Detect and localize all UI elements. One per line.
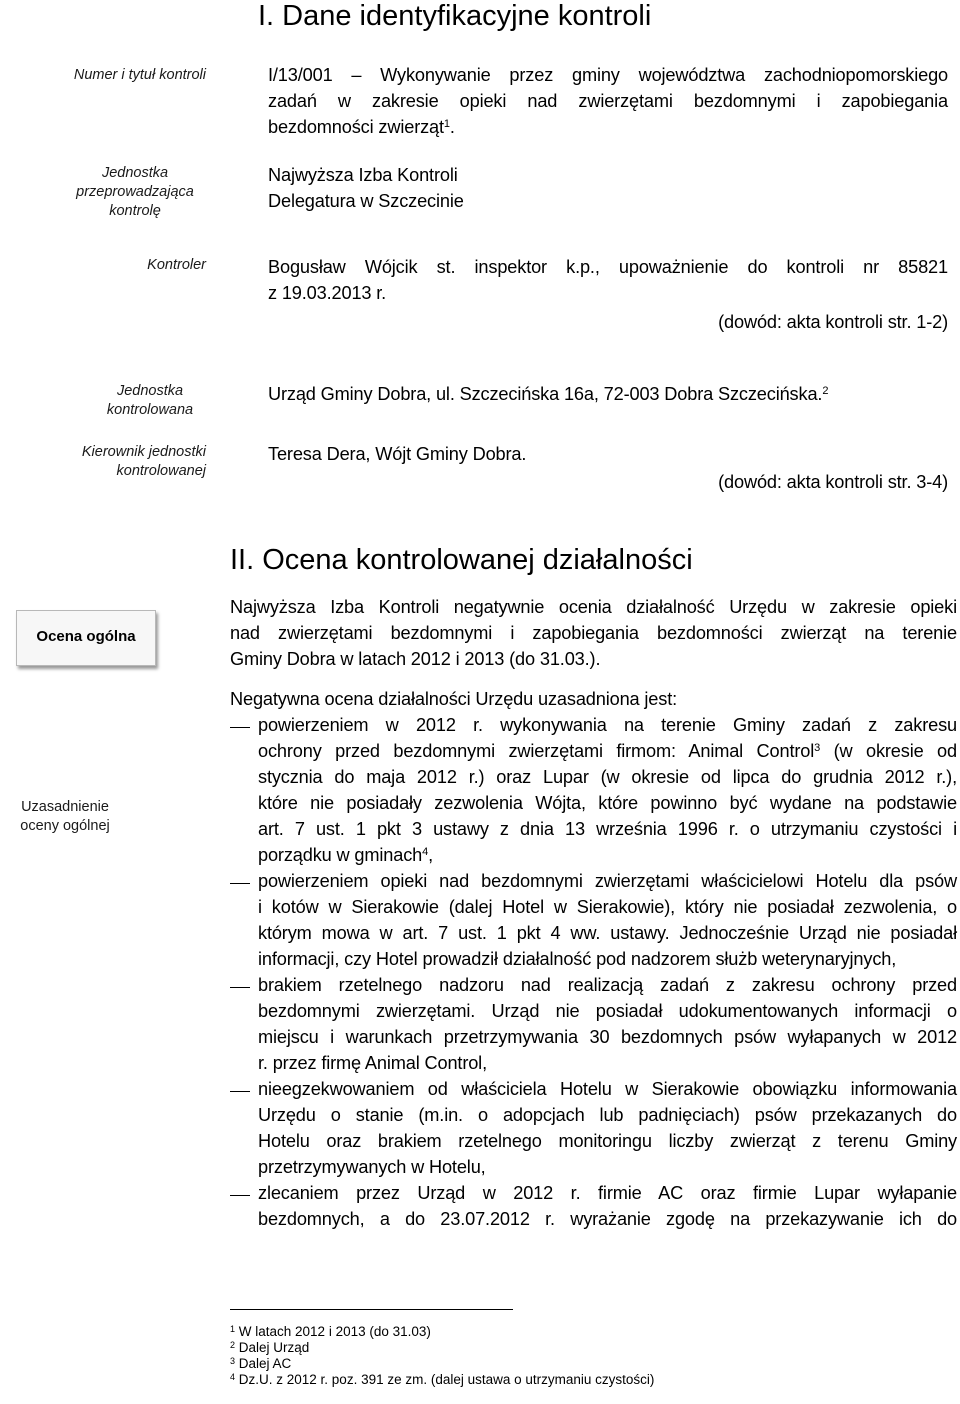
section-1-heading: I. Dane identyfikacyjne kontroli [258, 0, 652, 32]
kierownik-evidence: (dowód: akta kontroli str. 3-4) [718, 472, 948, 492]
reason-line [258, 790, 957, 816]
kontroler-line: Bogusław Wójcik st. inspektor k.p., upoważnienie do kontroli nr 85821 [268, 257, 948, 277]
dash-bullet [230, 883, 250, 884]
numer-line: zadań w zakresie opieki nad zwierzętami bezdomnymi i zapobiegania [268, 91, 948, 111]
ocena-intro [230, 594, 957, 672]
label-uzasadnienie: Uzasadnienie oceny ogólnej [20, 799, 110, 834]
reason-text: Hotelu oraz brakiem rzetelnego monitoringu liczby zwierząt z terenu Gminy [258, 1131, 957, 1151]
intro-line: nad zwierzętami bezdomnymi i zapobiegania bezdomności zwierząt na terenie [230, 623, 957, 643]
reason-line [258, 1128, 957, 1154]
reason-item [230, 1076, 957, 1180]
kontroler-evidence: (dowód: akta kontroli str. 1-2) [718, 312, 948, 332]
footnote-3 [230, 1356, 930, 1372]
footnote-ref-4[interactable]: 4 [422, 846, 429, 858]
reason-line [258, 764, 957, 790]
reason-line [258, 1180, 957, 1206]
reason-line [258, 1024, 957, 1050]
reason-text: powierzeniem w 2012 r. wykonywania na terenie Gminy zadań z zakresu [258, 715, 957, 735]
reason-line [258, 894, 957, 920]
reason-text: zlecaniem przez Urząd w 2012 r. firmie AC oraz firmie Lupar wyłapanie [258, 1183, 957, 1203]
reason-line [258, 1076, 957, 1102]
reason-text: powierzeniem opieki nad bezdomnymi zwierzętami właścicielowi Hotelu dla psów [258, 871, 957, 891]
numer-kontroli-value [268, 62, 948, 140]
numer-line: I/13/001 – Wykonywanie przez gminy województwa zachodniopomorskiego [268, 65, 948, 85]
reason-text: bezdomnymi zwierzętami. Urząd nie posiadał udokumentowanych informacji o [258, 1001, 957, 1021]
dash-bullet [230, 1091, 250, 1092]
reason-text: i kotów w Sierakowie (dalej Hotel w Sierakowie), który nie posiadał zezwolenia, o [258, 897, 957, 917]
reason-lead: Negatywna ocena działalności Urzędu uzasadniona jest: [230, 689, 678, 709]
kontroler-line: z 19.03.2013 r. [268, 283, 387, 303]
reason-text: bezdomnych, a do 23.07.2012 r. wyrażanie zgodę na przekazywanie ich do [258, 1209, 957, 1229]
footnote-separator [230, 1309, 513, 1310]
reason-line [258, 972, 957, 998]
reason-text: r. przez firmę Animal Control, [258, 1053, 487, 1073]
footnote-ref-3[interactable]: 3 [814, 742, 821, 754]
numer-line-end: . [449, 117, 455, 137]
reason-item [230, 712, 957, 868]
footnote-text: W latach 2012 i 2013 (do 31.03) [235, 1324, 431, 1339]
numer-line [268, 114, 948, 140]
footnote-ref-1[interactable]: 1 [443, 118, 450, 130]
label-kontroler: Kontroler [147, 257, 206, 273]
reason-line [258, 946, 957, 972]
reason-text: miejscu i warunkach przetrzymywania 30 bezdomnych psów wyłapanych w 2012 [258, 1027, 957, 1047]
dash-bullet [230, 987, 250, 988]
footnote-mark: 4 [230, 1372, 236, 1382]
footnote-text: Dz.U. z 2012 r. poz. 391 ze zm. (dalej ustawa o utrzymaniu czystości) [235, 1372, 655, 1387]
reason-text: , [428, 845, 433, 865]
reason-text: nieegzekwowaniem od właściciela Hotelu w Sierakowie obowiązku informowania [258, 1079, 957, 1099]
jednostka-line: Delegatura w Szczecinie [268, 191, 464, 211]
jednostka-przeprowadzajaca-value [268, 162, 948, 214]
reason-text: którym mowa w art. 7 ust. 1 pkt 4 ww. ustawy. Jednocześnie Urząd nie posiadał [258, 923, 957, 943]
reason-line [258, 738, 957, 764]
reason-line [258, 920, 957, 946]
label-jednostka-przeprowadzajaca: Jednostka przeprowadzająca kontrolę [76, 165, 194, 219]
reason-line [258, 1102, 957, 1128]
dash-bullet [230, 727, 250, 728]
reasons-list [230, 712, 957, 1232]
label-numer-kontroli: Numer i tytuł kontroli [73, 67, 206, 83]
reason-item [230, 972, 957, 1076]
reason-line [258, 842, 957, 868]
footnote-mark: 1 [230, 1324, 236, 1334]
reason-line [258, 712, 957, 738]
footnote-1 [230, 1324, 930, 1340]
reason-line [258, 816, 957, 842]
reason-line [258, 998, 957, 1024]
kontroler-value [268, 254, 948, 306]
reason-item [230, 868, 957, 972]
reason-line [258, 868, 957, 894]
intro-line: Najwyższa Izba Kontroli negatywnie ocenia działalność Urzędu w zakresie opieki [230, 597, 957, 617]
jednostka-kontrolowana-text: Urząd Gminy Dobra, ul. Szczecińska 16a, 72-003 Dobra Szczecińska. [268, 384, 823, 404]
reason-text: przetrzymywanych w Hotelu, [258, 1157, 486, 1177]
reason-line [258, 1206, 957, 1232]
label-jednostka-kontrolowana: Jednostka kontrolowana [106, 383, 194, 418]
reason-line [258, 1050, 957, 1076]
reason-text: Urzędu o stanie (m.in. o adopcjach lub padnięciach) psów przekazanych do [258, 1105, 957, 1125]
footnote-text: Dalej Urząd [235, 1340, 310, 1355]
footnote-mark: 2 [230, 1340, 236, 1350]
reason-text: (w okresie od [820, 741, 957, 761]
footnote-4 [230, 1372, 930, 1388]
footnote-text: Dalej AC [235, 1356, 292, 1371]
kierownik-value: Teresa Dera, Wójt Gminy Dobra. [268, 444, 527, 464]
footnote-mark: 3 [230, 1356, 236, 1366]
reason-text: brakiem rzetelnego nadzoru nad realizacją zadań z zakresu ochrony przed [258, 975, 957, 995]
numer-line-text: bezdomności zwierząt [268, 117, 444, 137]
footnotes [230, 1324, 930, 1388]
footnote-2 [230, 1340, 930, 1356]
reason-line [258, 1154, 957, 1180]
jednostka-line: Najwyższa Izba Kontroli [268, 165, 458, 185]
reason-text: art. 7 ust. 1 pkt 3 ustawy z dnia 13 września 1996 r. o utrzymaniu czystości i [258, 819, 957, 839]
ocena-ogolna-box: Ocena ogólna [16, 610, 156, 666]
footnote-ref-2[interactable]: 2 [822, 385, 829, 397]
reason-text: informacji, czy Hotel prowadził działalność pod nadzorem służb weterynaryjnych, [258, 949, 897, 969]
reason-text: które nie posiadały zezwolenia Wójta, które powinno być wydane na podstawie [258, 793, 957, 813]
reason-text: stycznia do maja 2012 r.) oraz Lupar (w okresie od lipca do grudnia 2012 r.), [258, 767, 957, 787]
reason-text: porządku w gminach [258, 845, 423, 865]
reason-item [230, 1180, 957, 1232]
reason-text: ochrony przed bezdomnymi zwierzętami firmom: Animal Control [258, 741, 815, 761]
label-kierownik: Kierownik jednostki kontrolowanej [81, 444, 206, 479]
dash-bullet [230, 1195, 250, 1196]
jednostka-kontrolowana-value [268, 381, 948, 407]
section-2-heading: II. Ocena kontrolowanej działalności [230, 544, 693, 576]
intro-line: Gminy Dobra w latach 2012 i 2013 (do 31.03.). [230, 649, 601, 669]
